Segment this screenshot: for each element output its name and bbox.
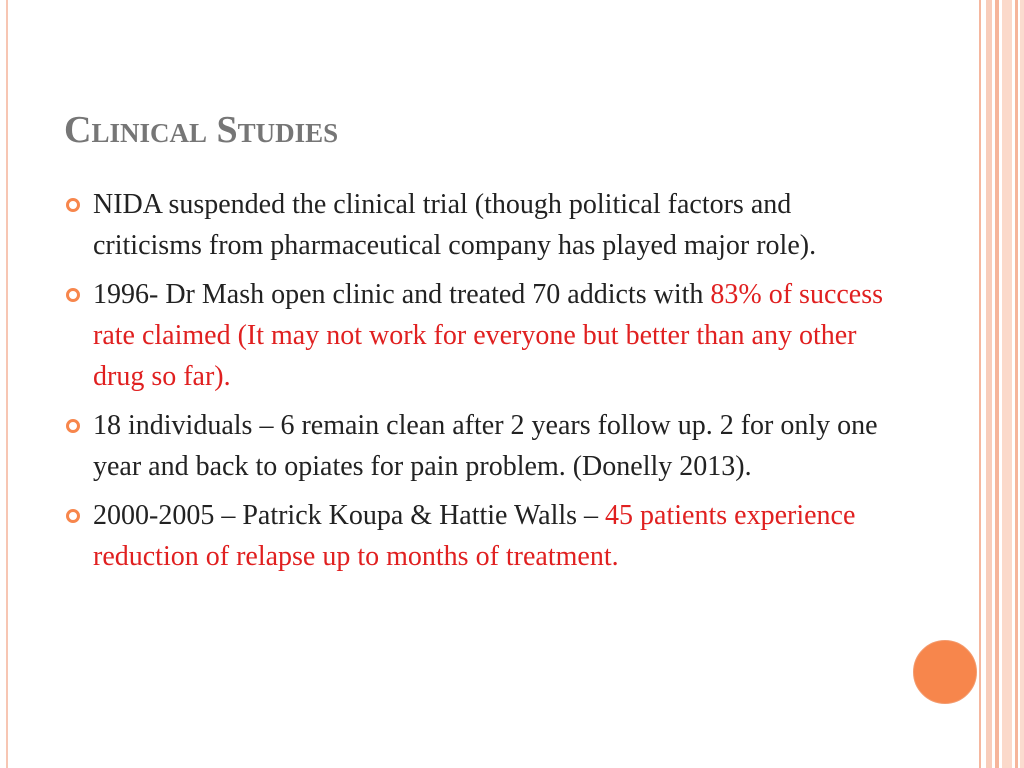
left-border-line: [6, 0, 8, 768]
slide-title: Clinical Studies: [64, 109, 339, 151]
bullet-list: [64, 184, 884, 585]
bullet-text: 2000-2005 – Patrick Koupa & Hattie Walls –: [93, 500, 606, 531]
decorative-stripe: [995, 0, 999, 768]
decorative-stripe: [1015, 0, 1018, 768]
bullet-circle-icon: [66, 509, 80, 523]
decorative-stripe: [1002, 0, 1012, 768]
decorative-stripe: [979, 0, 981, 768]
bullet-circle-icon: [66, 198, 80, 212]
bullet-text: NIDA suspended the clinical trial (though political factors and criticisms from pharmaceutical company has played major role).: [93, 189, 817, 261]
bullet-item: [64, 495, 884, 577]
bullet-item: [64, 184, 884, 266]
bullet-text: 1996- Dr Mash open clinic and treated 70 addicts with: [93, 279, 711, 310]
decorative-stripe: [986, 0, 992, 768]
bullet-item: [64, 274, 884, 397]
bullet-circle-icon: [66, 419, 80, 433]
bullet-text: 18 individuals – 6 remain clean after 2 years follow up. 2 for only one year and back to opiates for pain problem. (Donelly 2013).: [93, 410, 878, 482]
bullet-highlight-text: 45 patients experience reduction of relapse up to months of treatment.: [93, 500, 856, 572]
bullet-highlight-text: 83% of success rate claimed (It may not work for everyone but better than any other drug so far).: [93, 279, 884, 392]
bullet-circle-icon: [66, 288, 80, 302]
decorative-circle: [913, 640, 977, 704]
decorative-stripe: [1020, 0, 1024, 768]
bullet-item: [64, 405, 884, 487]
